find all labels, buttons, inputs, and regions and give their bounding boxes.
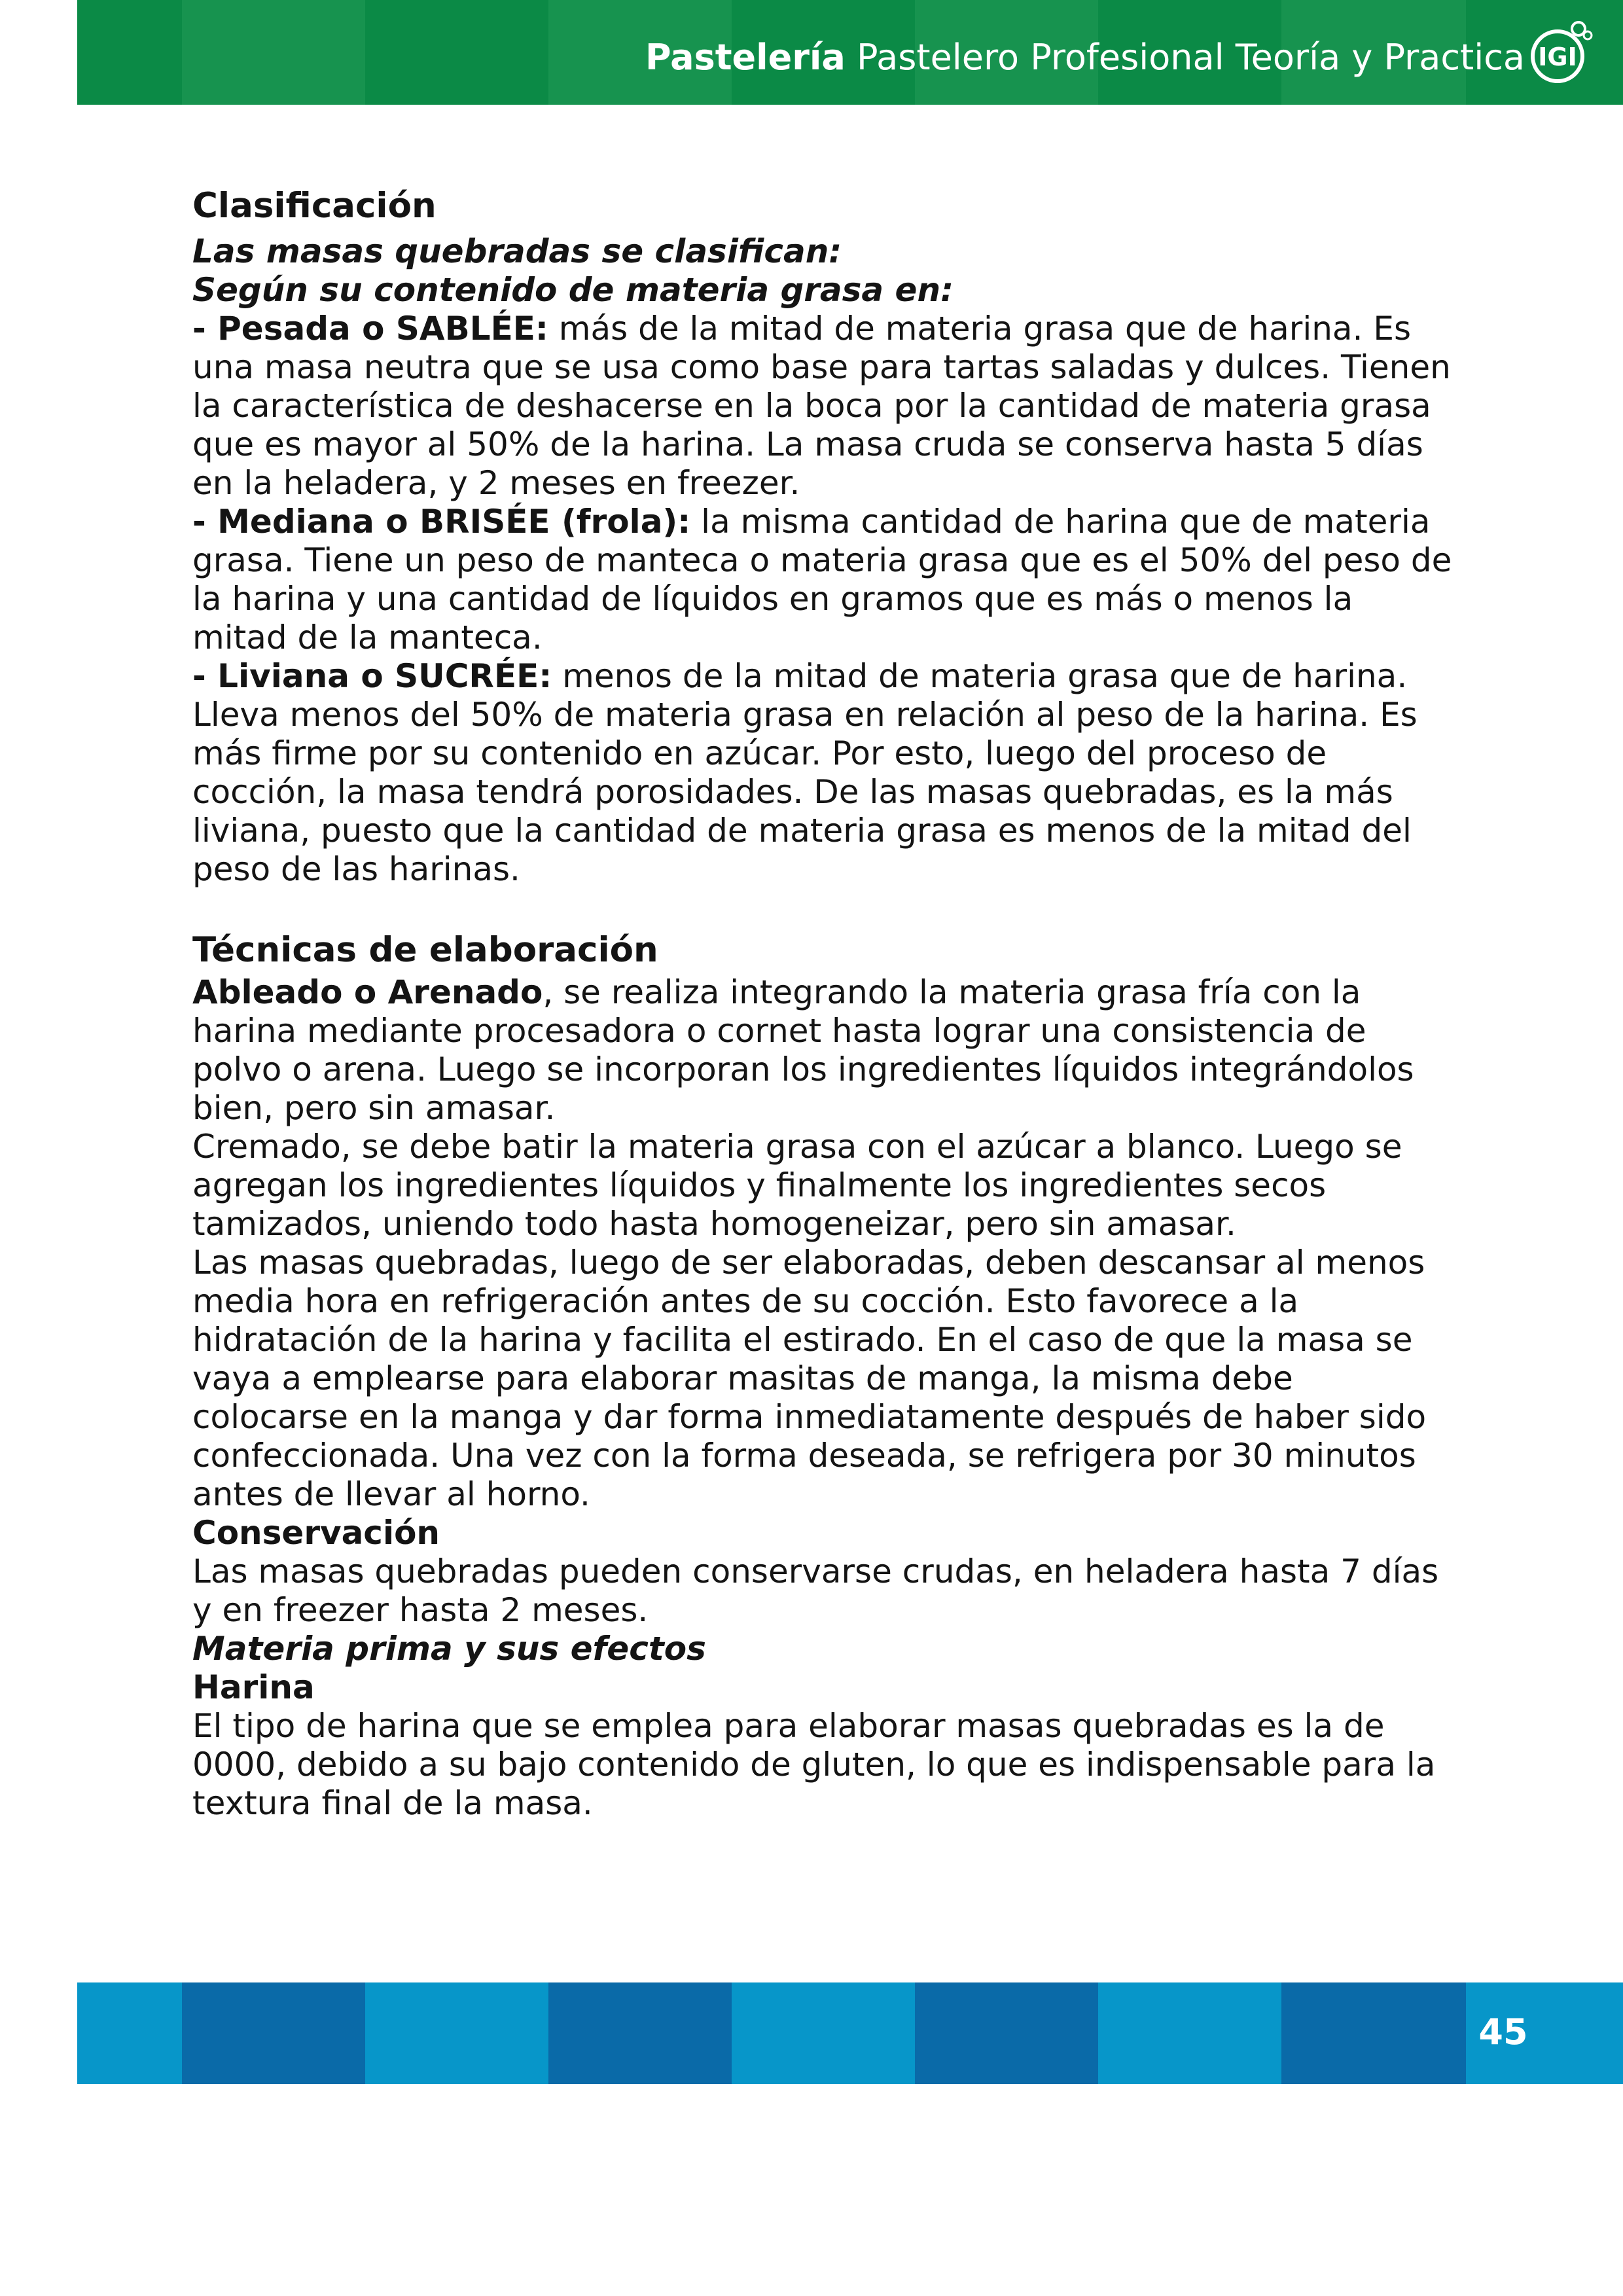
heading-tecnicas: Técnicas de elaboración [192,930,658,970]
text-liviana: menos de la mitad de materia grasa que de harina. Lleva menos del 50% de materia grasa en relación al peso de la harina. Es más firme por su contenido en azúcar. Por esto, luego del proceso de cocción, la masa tendrá porosidades. De las masas quebradas, es la más liviana, puesto que la cantidad de materia grasa es menos de la mitad del peso de las harinas. [192,657,1418,888]
footer-block [1098,1982,1281,2084]
paragraph-cremado: Cremado, se debe batir la materia grasa con el azúcar a blanco. Luego se agregan los ingredientes líquidos y finalmente los ingredientes secos tamizados, uniendo todo hasta homogeneizar, pero sin amasar. [192,1128,1402,1243]
term-mediana: - Mediana o BRISÉE (frola): [192,503,691,541]
term-pesada: - Pesada o SABLÉE: [192,310,548,348]
footer-block [548,1982,732,2084]
footer-block [182,1982,365,2084]
footer-block [365,1982,548,2084]
intro-line-2: Según su contenido de materia grasa en: [192,271,954,309]
header-title-rest: Pastelero Profesional Teoría y Practica [857,37,1525,78]
text-mediana: la misma cantidad de harina que de materia grasa. Tiene un peso de manteca o materia grasa que es el 50% del peso de la harina y una cantidad de líquidos en gramos que es más o menos la mitad de la manteca. [192,503,1452,656]
heading-conservacion: Conservación [192,1514,440,1552]
term-liviana: - Liviana o SUCRÉE: [192,657,552,695]
footer-block [732,1982,915,2084]
footer-block [77,1982,182,2084]
page-content [192,180,1455,1823]
footer-block [1281,1982,1466,2084]
paragraph-conservacion: Las masas quebradas pueden conservarse crudas, en heladera hasta 7 días y en freezer hasta 2 meses. [192,1552,1439,1629]
text-ableado: , se realiza integrando la materia grasa fría con la harina mediante procesadora o cornet hasta lograr una consistencia de polvo o arena. Luego se incorporan los ingredientes líquidos integrándolos bien, pero sin amasar. [192,973,1414,1127]
text-pesada: más de la mitad de materia grasa que de harina. Es una masa neutra que se usa como base para tartas saladas y dulces. Tienen la característica de deshacerse en la boca por la cantidad de materia grasa que es mayor al 50% de la harina. La masa cruda se conserva hasta 5 días en la heladera, y 2 meses en freezer. [192,310,1451,502]
header-title-bold: Pastelería [645,37,846,78]
paragraph-pesada [192,310,1455,503]
paragraph-harina: El tipo de harina que se emplea para elaborar masas quebradas es la de 0000, debido a su bajo contenido de gluten, lo que es indispensable para la textura final de la masa. [192,1707,1436,1822]
paragraph-descanso: Las masas quebradas, luego de ser elaboradas, deben descansar al menos media hora en refrigeración antes de su cocción. Esto favorece a la hidratación de la harina y facilita el estirado. En el caso de que la masa se vaya a emplearse para elaborar masitas de manga, la misma debe colocarse en la manga y dar forma inmediatamente después de haber sido confeccionada. Una vez con la forma deseada, se refrigera por 30 minutos antes de llevar al horno. [192,1244,1427,1513]
page-number: 45 [1478,2011,1528,2053]
footer-block [915,1982,1098,2084]
paragraph-liviana [192,657,1455,889]
igi-logo-text: IGI [1538,43,1577,71]
spacer [192,889,1455,927]
igi-logo [1526,18,1594,86]
igi-logo-icon [1526,18,1594,86]
header-block [182,0,365,105]
intro-line-1: Las masas quebradas se clasifican: [192,232,842,270]
footer-band [77,1982,1623,2084]
paragraph-ableado [192,973,1455,1128]
heading-harina: Harina [192,1668,315,1706]
heading-materia-prima: Materia prima y sus efectos [192,1630,706,1668]
header-block [365,0,548,105]
header-block [77,0,182,105]
header-title [645,31,1525,84]
paragraph-mediana [192,503,1455,657]
term-ableado: Ableado o Arenado [192,973,543,1011]
heading-clasificacion: Clasificación [192,186,437,226]
